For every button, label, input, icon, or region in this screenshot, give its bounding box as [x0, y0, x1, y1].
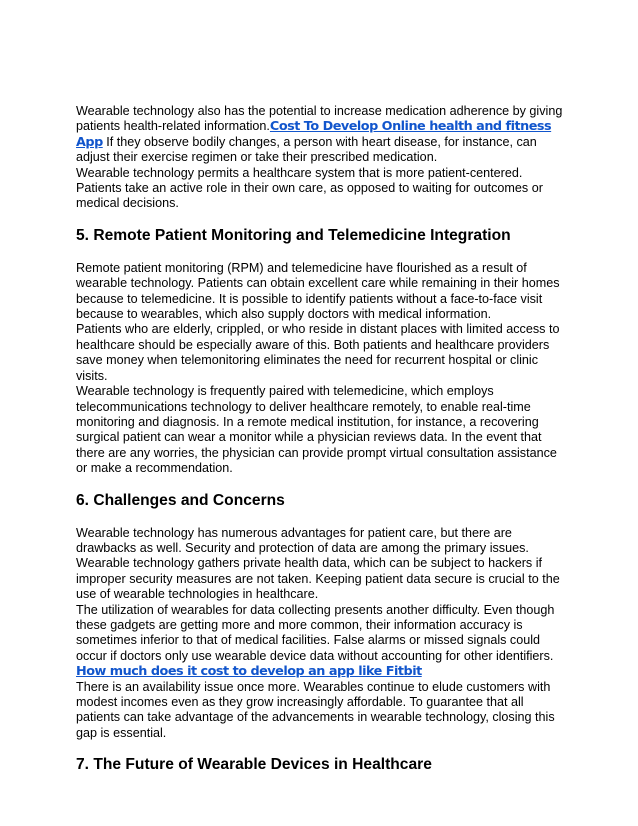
section-6-paragraph-1: Wearable technology has numerous advantages for patient care, but there are drawbacks as well. Security and protection of data are among the primary issues. Wearable technology gathers private health data, which can be subject to hackers if improper security measures are not taken. Keeping patient data secure is crucial to the use of wearable technologies in healthcare. [76, 525, 560, 602]
section-6-heading: 6. Challenges and Concerns [76, 491, 285, 509]
intro-text-before-link: Wearable technology also has the potential to increase medication adherence by giving patients health-related information. [76, 104, 563, 134]
section-5-paragraph-1: Remote patient monitoring (RPM) and telemedicine have flourished as a result of wearable technology. Patients can obtain excellent care while remaining in their homes because to telemedicine. It is possible to identify patients without a face-to-face visit because to wearables, which also supply doctors with medical information. [76, 260, 560, 322]
section-6-paragraph-2 [76, 603, 564, 680]
section-6-text-before-link: The utilization of wearables for data collecting presents another difficulty. Even though these gadgets are getting more and more common, their information accuracy is sometimes inferior to that of medical facilities. False alarms or missed signals could occur if doctors only use wearable device data without accounting for other identifiers. [76, 602, 555, 663]
intro-paragraph-2: Wearable technology permits a healthcare system that is more patient-centered. Patients take an active role in their own care, as opposed to waiting for outcomes or medical decisions. [76, 165, 543, 211]
link-cost-fitbit-app[interactable]: How much does it cost to develop an app like Fitbit [76, 664, 422, 680]
intro-text-after-link: If they observe bodily changes, a person with heart disease, for instance, can adjust their exercise regimen or take their prescribed medication. [76, 134, 537, 165]
section-6-heading-wrap [76, 491, 564, 511]
link-cost-health-fitness-app[interactable]: Cost To Develop Online health and fitness App [76, 119, 552, 150]
section-5-paragraph-2: Patients who are elderly, crippled, or who reside in distant places with limited access to healthcare should be especially aware of this. Both patients and healthcare providers save money when telemonitoring eliminates the need for recurrent hospital or clinic visits. [76, 322, 560, 383]
section-5-paragraph-3: Wearable technology is frequently paired with telemedicine, which employs telecommunications technology to deliver healthcare remotely, to enable real-time monitoring and diagnosis. In a remote medical institution, for instance, a recovering surgical patient can wear a monitor while a physician reviews data. In the event that there are any worries, the physician can provide prompt virtual consultation assistance or make a recommendation. [76, 384, 557, 476]
section-5-heading: 5. Remote Patient Monitoring and Telemedicine Integration [76, 226, 511, 244]
section-7-heading: 7. The Future of Wearable Devices in Healthcare [76, 756, 432, 774]
document-page [76, 104, 564, 790]
intro-paragraph-1 [76, 104, 564, 166]
section-6-paragraph-3: There is an availability issue once more. Wearables continue to elude customers with modest incomes even as they grow increasingly affordable. To guarantee that all patients can take advantage of the advancements in wearable technology, closing this gap is essential. [76, 679, 555, 740]
section-7-heading-wrap [76, 755, 564, 775]
section-5-heading-wrap [76, 226, 564, 246]
